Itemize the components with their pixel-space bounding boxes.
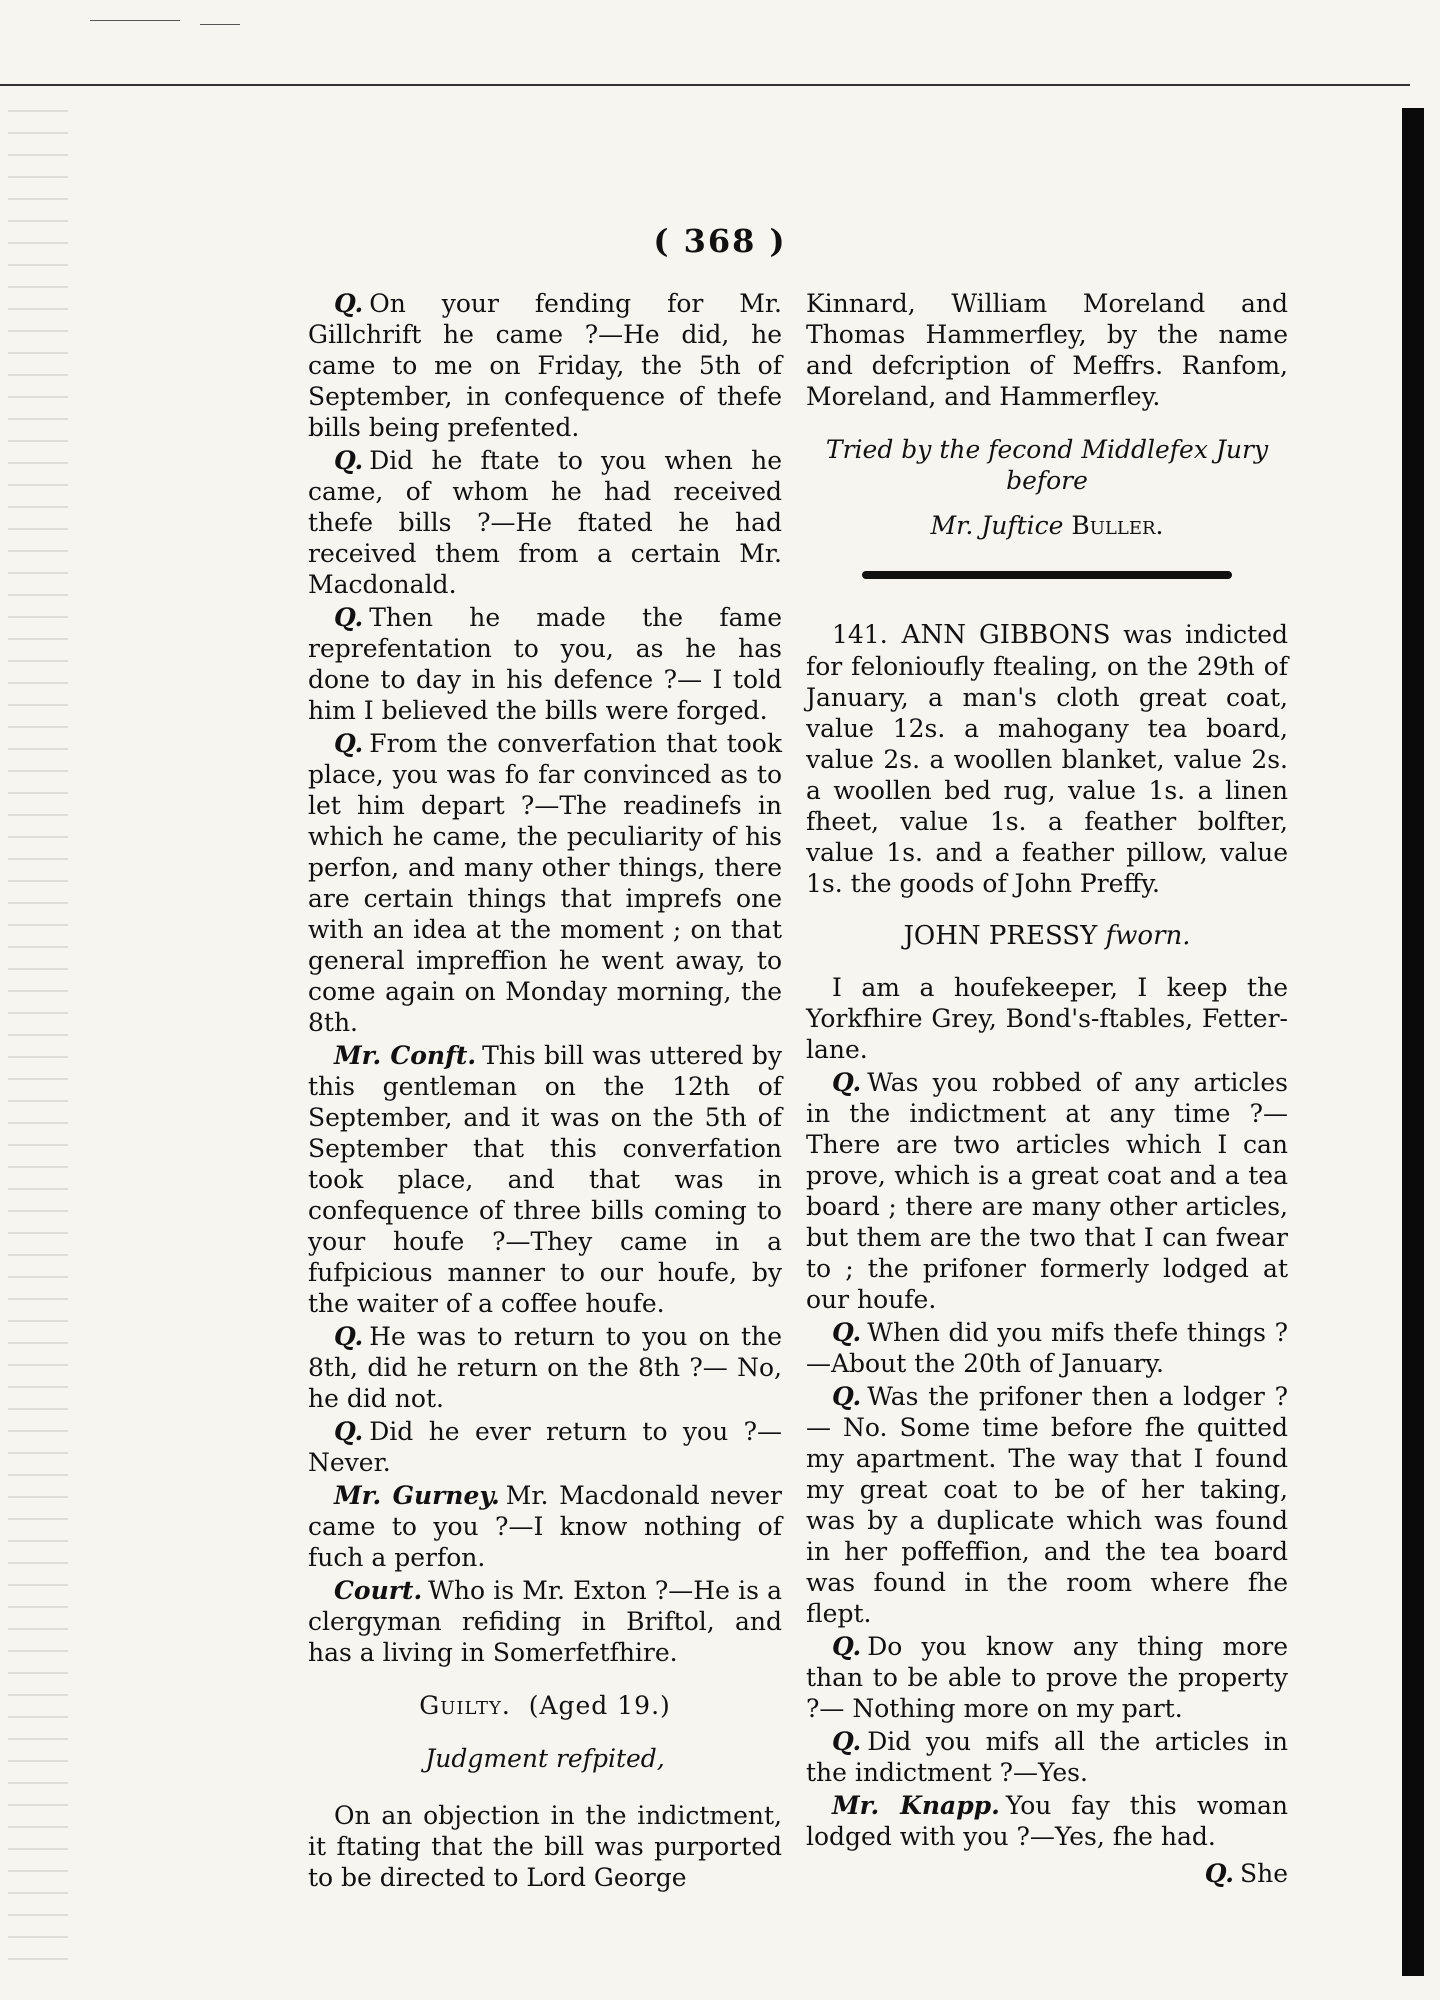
justice-line: [806, 510, 1288, 541]
paragraph: I am a houfekeeper, I keep the Yorkfhire Grey, Bond's-ftables, Fetter-lane.: [806, 973, 1288, 1064]
judgment-line: Judgment refpited,: [425, 1744, 665, 1773]
paragraph: [308, 288, 782, 443]
verdict-word: Guilty.: [419, 1691, 511, 1720]
paragraph: [806, 1067, 1288, 1315]
paragraph-text: You fay this woman lodged with you ?—Yes, fhe had.: [806, 1791, 1288, 1851]
paragraph: On an objection in the indictment, it ftating that the bill was purported to be directed to Lord George: [308, 1801, 782, 1892]
paragraph-text: was indicted for felonioufly ftealing, on the 29th of January, a man's cloth great coat, value 12s. a mahogany tea board, value 2s. a woollen blanket, value 2s. a woollen bed rug, value 1s. a linen fheet, value 1s. a feather bolfter, value 1s. and a feather pillow, value 1s. the goods of John Preffy.: [806, 620, 1289, 898]
paragraph-text: Do you know any thing more than to be able to prove the property ?— Nothing more on my part.: [806, 1632, 1288, 1723]
witness-name: JOHN PRESSY: [903, 921, 1098, 951]
question-mark: Q.: [334, 446, 364, 475]
paragraph-text: Mr. Macdonald never came to you ?—I know nothing of fuch a perfon.: [308, 1481, 782, 1572]
gutter-noise: [8, 110, 68, 1970]
scan-mark: [200, 24, 240, 25]
question-mark: Q.: [832, 1727, 862, 1756]
witness-sworn: fworn.: [1105, 921, 1191, 951]
paragraph-text: Did he ever return to you ?— Never.: [308, 1417, 782, 1477]
question-mark: Q.: [334, 289, 364, 318]
paragraph-text: This bill was uttered by this gentleman on the 12th of September, and it was on the 5th of September that this converfation took place, and that was in confequence of three bills coming to your houfe ?—They came in a fufpicious manner to our houfe, by the waiter of a coffee houfe.: [308, 1041, 782, 1318]
paragraph-text: Was the prifoner then a lodger ?— No. Some time before fhe quitted my apartment. The way that I found my great coat to be of her taking, was by a duplicate which was found in her poffeffion, and the tea board was found in the room where fhe flept.: [806, 1382, 1288, 1628]
paragraph: [806, 1726, 1288, 1788]
question-mark: Q.: [1204, 1859, 1234, 1888]
verdict-line: [308, 1690, 782, 1721]
paragraph-text: On your fending for Mr. Gillchrift he came ?—He did, he came to me on Friday, the 5th of September, in confequence of thefe bills being prefented.: [308, 289, 782, 442]
question-mark: Q.: [334, 1322, 364, 1351]
paragraph: [806, 1381, 1288, 1629]
section-divider: [862, 571, 1232, 579]
paragraph-text: Did he ftate to you when he came, of whom he had received thefe bills ?—He ftated he had received them from a certain Mr. Macdonald.: [308, 446, 782, 599]
verdict-age: (Aged 19.): [528, 1691, 671, 1720]
question-mark: Q.: [334, 729, 364, 758]
right-column: [806, 288, 1288, 1891]
binding-strip: [1402, 108, 1424, 1976]
paragraph-text: Was you robbed of any articles in the indictment at any time ?— There are two articles which I can prove, which is a great coat and a tea board ; there are many other articles, but them are the two that I can fwear to ; the prifoner formerly lodged at our houfe.: [806, 1068, 1288, 1314]
speaker-label: Court.: [334, 1576, 423, 1605]
paragraph-text: When did you mifs thefe things ? —About the 20th of January.: [806, 1318, 1288, 1378]
catchword-text: She: [1239, 1859, 1288, 1888]
top-rule: [0, 84, 1410, 86]
paragraph-text: Who is Mr. Exton ?—He is a clergyman refiding in Briftol, and has a living in Somerfetfhire.: [308, 1576, 782, 1667]
question-mark: Q.: [334, 603, 364, 632]
paragraph-text: From the converfation that took place, you was fo far convinced as to let him depart ?—The readinefs in which he came, the peculiarity of his perfon, and many other things, there are certain things that imprefs one with an idea at the moment ; on that general impreffion he went away, to come again on Monday morning, the 8th.: [308, 729, 782, 1037]
catchword: [806, 1858, 1288, 1889]
question-mark: Q.: [334, 1417, 364, 1446]
speaker-label: Mr. Conft.: [334, 1041, 477, 1070]
paragraph: [806, 1790, 1288, 1852]
case-number: 141.: [832, 620, 888, 649]
question-mark: Q.: [832, 1632, 862, 1661]
paragraph: [308, 1480, 782, 1573]
paragraph: [308, 1575, 782, 1668]
paragraph-text: Then he made the fame reprefentation to you, as he has done to day in his defence ?— I told him I believed the bills were forged.: [308, 603, 782, 725]
question-mark: Q.: [832, 1068, 862, 1097]
question-mark: Q.: [832, 1382, 862, 1411]
tried-line: Tried by the fecond Middlefex Jury before: [825, 435, 1269, 495]
speaker-label: Mr. Knapp.: [832, 1791, 1000, 1820]
question-mark: Q.: [832, 1318, 862, 1347]
paragraph-text: Did you mifs all the articles in the indictment ?—Yes.: [806, 1727, 1288, 1787]
paragraph: [806, 1317, 1288, 1379]
witness-heading: [806, 921, 1288, 952]
paragraph: [308, 728, 782, 1038]
paragraph-text: He was to return to you on the 8th, did he return on the 8th ?— No, he did not.: [308, 1322, 782, 1413]
justice-prefix: Mr. Juftice: [930, 511, 1064, 540]
paragraph: [308, 1416, 782, 1478]
speaker-label: Mr. Gurney.: [334, 1481, 500, 1510]
paragraph: [308, 1321, 782, 1414]
paragraph: [806, 1631, 1288, 1724]
paragraph: Kinnard, William Moreland and Thomas Hammerfley, by the name and defcription of Meffrs. Ranfom, Moreland, and Hammerfley.: [806, 289, 1288, 411]
left-column: [308, 288, 782, 1895]
scan-mark: [90, 20, 180, 21]
case-heading: [806, 619, 1288, 899]
paragraph: [308, 1040, 782, 1319]
justice-name: Buller.: [1071, 511, 1164, 540]
page-number: ( 368 ): [653, 222, 787, 260]
paragraph: [308, 602, 782, 726]
paragraph: [308, 445, 782, 600]
defendant-name: ANN GIBBONS: [901, 620, 1111, 650]
